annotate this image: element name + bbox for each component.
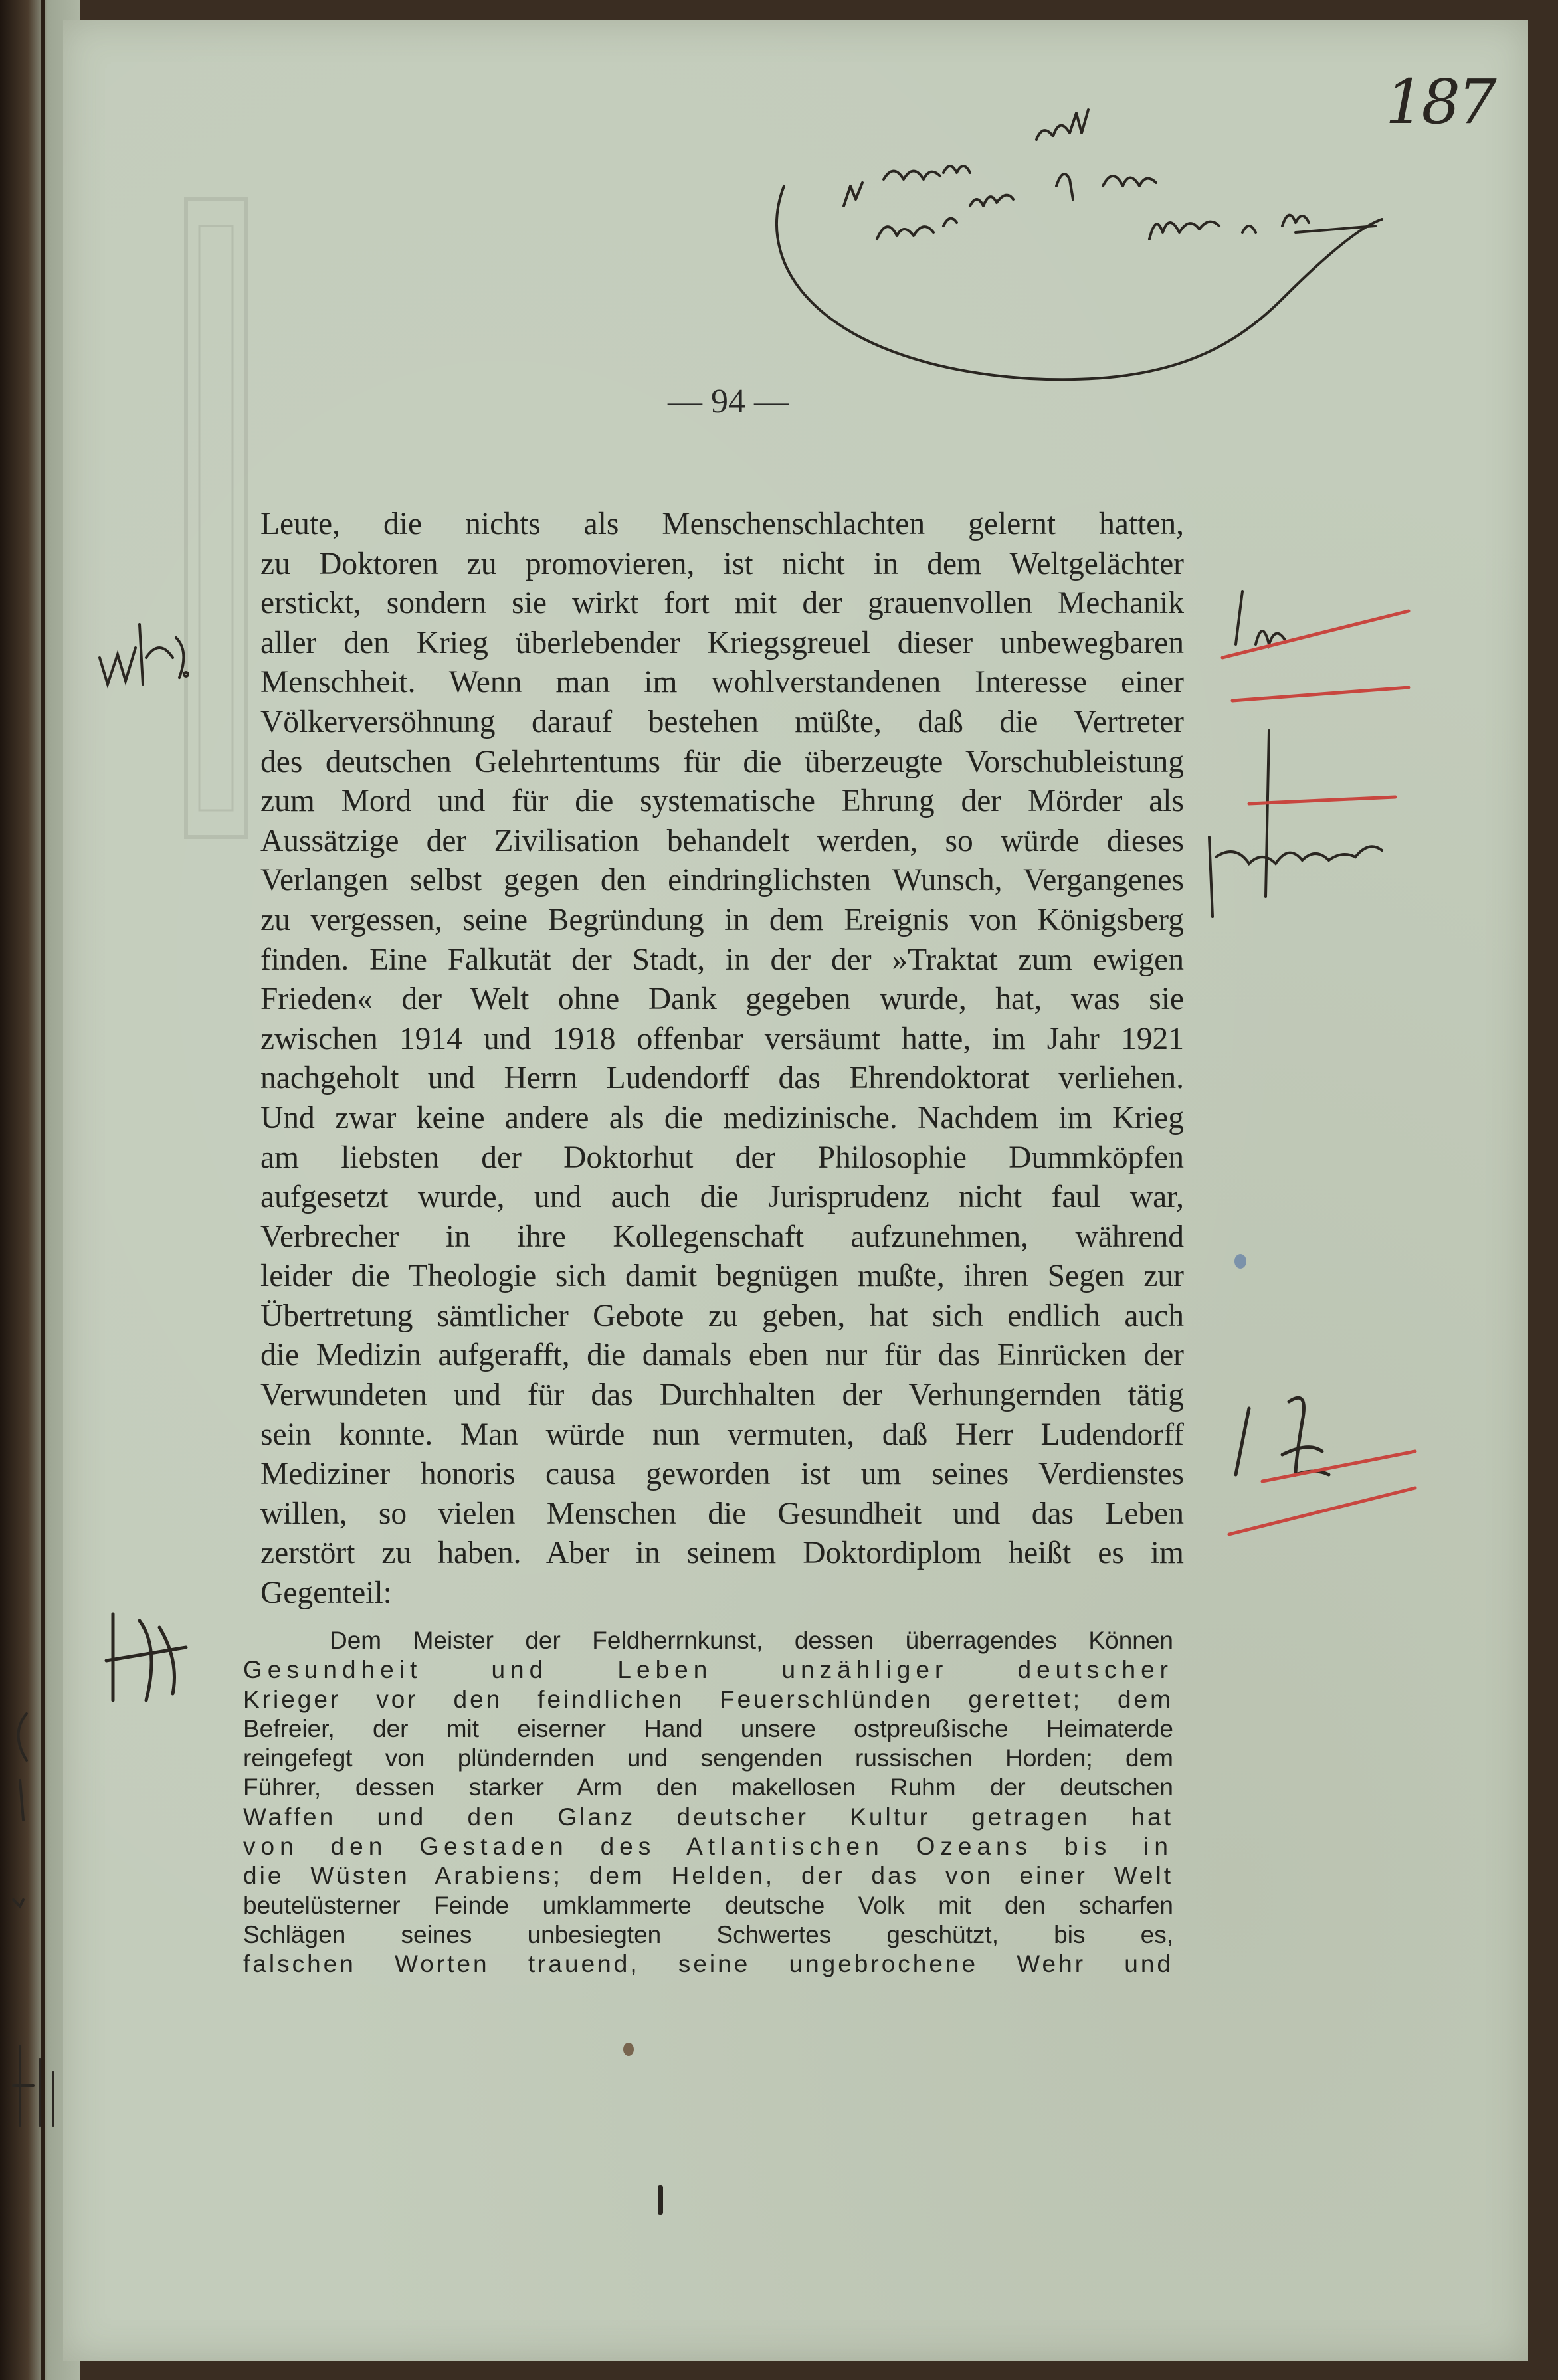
bleed-through-stamp — [173, 186, 259, 850]
ink-streak — [658, 2185, 663, 2215]
body-line: finden. Eine Falkutät der Stadt, in der der »Traktat zum ewigen — [260, 942, 1184, 977]
quote-line: Dem Meister der Feldherrnkunst, dessen überragendes Können — [330, 1627, 1173, 1654]
body-line: Gegenteil: — [260, 1576, 392, 1611]
folio-page-number: — 94 — — [668, 383, 789, 420]
body-text — [260, 505, 1184, 1613]
body-line: aufgesetzt wurde, und auch die Jurisprudenz nicht faul war, — [260, 1180, 1184, 1215]
quote-line: Waffen und den Glanz deutscher Kultur getragen hat — [243, 1803, 1173, 1831]
body-line: Völkerversöhnung darauf bestehen müßte, daß die Vertreter — [260, 704, 1184, 739]
left-edge-pencil-marks — [0, 1700, 63, 2165]
left-margin-pencil-mark-2 — [100, 1607, 193, 1707]
body-line: leider die Theologie sich damit begnügen mußte, ihren Segen zur — [260, 1259, 1184, 1294]
quote-line: Schlägen seines unbesiegten Schwertes geschützt, bis es, — [243, 1920, 1173, 1948]
quote-line: Führer, dessen starker Arm den makellosen Ruhm der deutschen — [243, 1774, 1173, 1801]
quote-line: falschen Worten trauend, seine ungebrochene Wehr und — [243, 1950, 1173, 1978]
body-line: willen, so vielen Menschen die Gesundheit und das Leben — [260, 1496, 1184, 1531]
body-line: Aussätzige der Zivilisation behandelt werden, so würde dieses — [260, 823, 1184, 858]
quote-line: Gesundheit und Leben unzähliger deutscher — [243, 1656, 1173, 1684]
blue-ink-spot — [1234, 1254, 1246, 1269]
body-line: sein konnte. Man würde nun vermuten, daß Herr Ludendorff — [260, 1417, 1184, 1452]
body-line: zum Mord und für die systematische Ehrung der Mörder als — [260, 784, 1184, 819]
body-line: zu Doktoren zu promovieren, ist nicht in dem Weltgelächter — [260, 546, 1184, 581]
left-margin-pencil-mark-1 — [93, 611, 199, 697]
top-pencil-annotation — [751, 100, 1389, 412]
quote-line: von den Gestaden des Atlantischen Ozeans bis in — [243, 1833, 1173, 1861]
body-line: zerstört zu haben. Aber in seinem Doktordiplom heißt es im — [260, 1536, 1184, 1571]
body-line: die Medizin aufgerafft, die damals eben nur für das Einrücken der — [260, 1338, 1184, 1373]
quote-line: reingefegt von plündernden und sengenden russischen Horden; dem — [243, 1744, 1173, 1772]
body-line: Verlangen selbst gegen den eindringlichsten Wunsch, Vergangenes — [260, 863, 1184, 898]
body-line: Leute, die nichts als Menschenschlachten gelernt hatten, — [260, 507, 1184, 541]
body-line: zwischen 1914 und 1918 offenbar versäumt hatte, im Jahr 1921 — [260, 1021, 1184, 1056]
right-margin-annotation-1 — [1196, 578, 1462, 923]
body-line: Verwundeten und für das Durchhalten der Verhungernden tätig — [260, 1378, 1184, 1413]
quote-line: Krieger vor den feindlichen Feuerschlünden gerettet; dem — [243, 1685, 1173, 1713]
ink-spot — [623, 2043, 634, 2056]
body-line: Menschheit. Wenn man im wohlverstandenen Interesse einer — [260, 665, 1184, 700]
handwritten-page-number: 187 — [1385, 66, 1494, 137]
body-line: nachgeholt und Herrn Ludendorff das Ehrendoktorat verliehen. — [260, 1061, 1184, 1096]
body-line: erstickt, sondern sie wirkt fort mit der grauenvollen Mechanik — [260, 586, 1184, 621]
body-line: Und zwar keine andere als die medizinische. Nachdem im Krieg — [260, 1100, 1184, 1135]
right-margin-annotation-2 — [1222, 1382, 1435, 1541]
body-line: Mediziner honoris causa geworden ist um seines Verdienstes — [260, 1457, 1184, 1492]
quote-line: beutelüsterner Feinde umklammerte deutsche Volk mit den scharfen — [243, 1891, 1173, 1919]
body-line: des deutschen Gelehrtentums für die überzeugte Vorschubleistung — [260, 744, 1184, 779]
body-line: Frieden« der Welt ohne Dank gegeben wurde, hat, was sie — [260, 982, 1184, 1017]
body-line: Verbrecher in ihre Kollegenschaft aufzunehmen, während — [260, 1219, 1184, 1254]
quote-line: die Wüsten Arabiens; dem Helden, der das von einer Welt — [243, 1862, 1173, 1890]
quote-line: Befreier, der mit eiserner Hand unsere ostpreußische Heimaterde — [243, 1714, 1173, 1742]
body-line: aller den Krieg überlebender Kriegsgreuel dieser unbewegbaren — [260, 625, 1184, 660]
body-line: zu vergessen, seine Begründung in dem Ereignis von Königsberg — [260, 902, 1184, 937]
diploma-quote — [243, 1626, 1173, 1979]
body-line: Übertretung sämtlicher Gebote zu geben, hat sich endlich auch — [260, 1298, 1184, 1333]
body-line: am liebsten der Doktorhut der Philosophie Dummköpfen — [260, 1140, 1184, 1175]
